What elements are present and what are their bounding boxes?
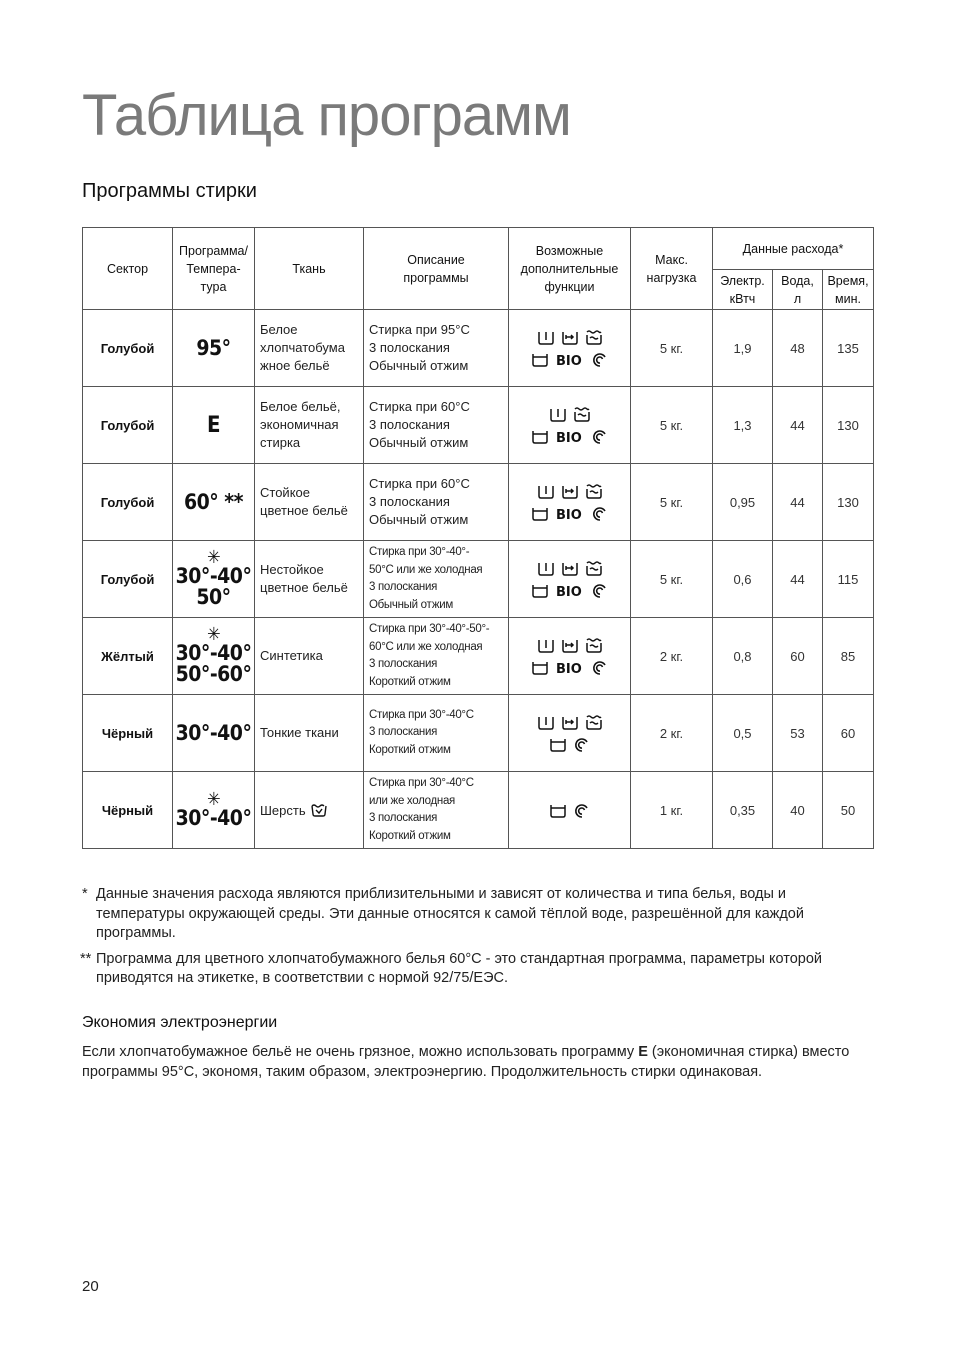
cell-energy: 0,35 xyxy=(713,772,773,849)
table-row xyxy=(83,772,874,849)
function-icon-row xyxy=(532,428,608,445)
function-icon-row xyxy=(550,406,590,423)
cell-time: 60 xyxy=(823,695,874,772)
rinse-plus-icon xyxy=(587,639,601,652)
svg-text:BIO: BIO xyxy=(555,507,582,522)
footnote-mark: ** xyxy=(80,950,92,967)
prewash-icon xyxy=(539,717,553,729)
function-icon-row xyxy=(550,802,590,819)
header-energy: Электр. кВтч xyxy=(713,270,773,310)
cell-description: Стирка при 95°С 3 полоскания Обычный отжим xyxy=(364,310,509,387)
stain-icon xyxy=(563,332,577,344)
page-title: Таблица программ xyxy=(82,83,571,148)
page-number: 20 xyxy=(82,1278,99,1295)
bio-label xyxy=(556,431,582,445)
bio-label xyxy=(556,662,582,676)
cell-max-load: 2 кг. xyxy=(631,695,713,772)
cell-energy: 1,3 xyxy=(713,387,773,464)
prewash-icon xyxy=(539,332,553,344)
delay-start-icon xyxy=(533,431,547,443)
cell-water: 60 xyxy=(773,618,823,695)
cell-description: Стирка при 30°-40°С 3 полоскания Короткий отжим xyxy=(364,695,509,772)
cell-sector: Голубой xyxy=(83,387,173,464)
function-icon-row xyxy=(538,483,602,500)
cell-water: 44 xyxy=(773,541,823,618)
header-description: Описание программы xyxy=(364,228,509,310)
function-icon-row xyxy=(532,351,608,368)
cell-fabric: Белое бельё, экономичная стирка xyxy=(255,387,364,464)
cell-water: 40 xyxy=(773,772,823,849)
cell-functions xyxy=(509,387,631,464)
footnote-mark: * xyxy=(82,886,88,902)
spin-reduce-icon xyxy=(575,805,586,817)
cell-time: 135 xyxy=(823,310,874,387)
table-row xyxy=(83,387,874,464)
cell-temperature: 95° xyxy=(173,310,255,387)
cell-water: 53 xyxy=(773,695,823,772)
stain-icon xyxy=(563,486,577,498)
header-max-load: Макс. нагрузка xyxy=(631,228,713,310)
cell-fabric: Стойкое цветное бельё xyxy=(255,464,364,541)
prewash-icon xyxy=(539,563,553,575)
cell-time: 130 xyxy=(823,464,874,541)
footnote-1 xyxy=(82,885,872,944)
spin-reduce-icon xyxy=(593,585,604,597)
bio-label xyxy=(556,585,582,599)
cell-fabric: Шерсть xyxy=(255,772,364,849)
svg-text:BIO: BIO xyxy=(555,661,582,676)
cell-functions xyxy=(509,310,631,387)
cell-sector: Чёрный xyxy=(83,772,173,849)
header-water: Вода, л xyxy=(773,270,823,310)
cell-functions xyxy=(509,772,631,849)
cell-fabric: Синтетика xyxy=(255,618,364,695)
header-sector: Сектор xyxy=(83,228,173,310)
bio-label xyxy=(556,354,582,368)
stain-icon xyxy=(563,717,577,729)
rinse-plus-icon xyxy=(575,408,589,421)
function-icon-row xyxy=(538,329,602,346)
footnote-text: Данные значения расхода являются приблизительными и зависят от количества и типа белья, воды и температуры окружающей среды. Эти данные относятся к самой тёплой воде, разрешённой для каждой программы. xyxy=(96,886,804,941)
cell-energy: 1,9 xyxy=(713,310,773,387)
cell-fabric: Белое хлопчатобума жное бельё xyxy=(255,310,364,387)
economy-text-part: (экономичная стирка) вместо программы 95°С, экономя, таким образом, электроэнергию. Продолжительность стирки одинаковая. xyxy=(82,1044,850,1080)
economy-heading: Экономия электроэнергии xyxy=(82,1014,278,1031)
cell-water: 44 xyxy=(773,387,823,464)
cell-sector: Голубой xyxy=(83,310,173,387)
footnotes xyxy=(82,885,872,995)
wool-handwash-icon xyxy=(310,801,328,817)
header-fabric: Ткань xyxy=(255,228,364,310)
stain-icon xyxy=(563,640,577,652)
section-title: Программы стирки xyxy=(82,180,257,202)
table-row xyxy=(83,310,874,387)
function-icon-row xyxy=(538,714,602,731)
cell-description: Стирка при 30°-40°С или же холодная 3 полоскания Короткий отжим xyxy=(364,772,509,849)
cell-energy: 0,5 xyxy=(713,695,773,772)
function-icon-row xyxy=(532,582,608,599)
cell-max-load: 5 кг. xyxy=(631,387,713,464)
cell-functions xyxy=(509,541,631,618)
header-functions: Возможные дополнительные функции xyxy=(509,228,631,310)
cold-wash-icon: ✳ xyxy=(206,624,221,645)
function-icon-row xyxy=(550,736,590,753)
prewash-icon xyxy=(539,640,553,652)
cell-sector: Голубой xyxy=(83,464,173,541)
cell-water: 48 xyxy=(773,310,823,387)
svg-text:BIO: BIO xyxy=(555,584,582,599)
cell-time: 85 xyxy=(823,618,874,695)
cell-max-load: 5 кг. xyxy=(631,310,713,387)
economy-text-part: Если хлопчатобумажное бельё не очень грязное, можно использовать программу xyxy=(82,1044,639,1060)
prewash-icon xyxy=(539,486,553,498)
cell-temperature: ✳ 30°-40° xyxy=(173,772,255,849)
table-row xyxy=(83,541,874,618)
delay-start-icon xyxy=(533,662,547,674)
program-table xyxy=(82,227,874,849)
cell-energy: 0,8 xyxy=(713,618,773,695)
function-icon-row xyxy=(538,637,602,654)
cell-description: Стирка при 30°-40°- 50°С или же холодная 3 полоскания Обычный отжим xyxy=(364,541,509,618)
cell-energy: 0,95 xyxy=(713,464,773,541)
cell-fabric: Тонкие ткани xyxy=(255,695,364,772)
table-row xyxy=(83,464,874,541)
function-icon-row xyxy=(532,505,608,522)
cell-temperature: 30°-40° xyxy=(173,695,255,772)
footnote-2 xyxy=(82,950,872,989)
delay-start-icon xyxy=(533,508,547,520)
svg-text:BIO: BIO xyxy=(555,430,582,445)
cell-functions xyxy=(509,464,631,541)
cell-description: Стирка при 60°С 3 полоскания Обычный отжим xyxy=(364,464,509,541)
table-row xyxy=(83,695,874,772)
delay-start-icon xyxy=(551,805,565,817)
cell-functions xyxy=(509,618,631,695)
cell-water: 44 xyxy=(773,464,823,541)
cell-max-load: 2 кг. xyxy=(631,618,713,695)
delay-start-icon xyxy=(533,354,547,366)
cell-fabric: Нестойкое цветное бельё xyxy=(255,541,364,618)
spin-reduce-icon xyxy=(593,508,604,520)
cell-max-load: 5 кг. xyxy=(631,541,713,618)
cold-wash-icon: ✳ xyxy=(206,547,221,568)
cell-time: 115 xyxy=(823,541,874,618)
cell-max-load: 1 кг. xyxy=(631,772,713,849)
header-program: Программа/ Темпера- тура xyxy=(173,228,255,310)
economy-program-e: E xyxy=(638,1044,648,1060)
table-row xyxy=(83,618,874,695)
cell-max-load: 5 кг. xyxy=(631,464,713,541)
cell-temperature: ✳ 30°-40° 50° xyxy=(173,541,255,618)
cell-energy: 0,6 xyxy=(713,541,773,618)
cell-sector: Жёлтый xyxy=(83,618,173,695)
function-icon-row xyxy=(538,560,602,577)
cell-functions xyxy=(509,695,631,772)
bio-label xyxy=(556,508,582,522)
rinse-plus-icon xyxy=(587,331,601,344)
cold-wash-icon: ✳ xyxy=(206,788,221,810)
header-time: Время, мин. xyxy=(823,270,874,310)
economy-text xyxy=(82,1043,872,1082)
cell-sector: Голубой xyxy=(83,541,173,618)
function-icon-row xyxy=(532,659,608,676)
cell-temperature: E xyxy=(173,387,255,464)
svg-text:BIO: BIO xyxy=(555,353,582,368)
cell-temperature: 60° ** xyxy=(173,464,255,541)
delay-start-icon xyxy=(533,585,547,597)
delay-start-icon xyxy=(551,739,565,751)
cell-time: 130 xyxy=(823,387,874,464)
stain-icon xyxy=(563,563,577,575)
cell-sector: Чёрный xyxy=(83,695,173,772)
spin-reduce-icon xyxy=(593,431,604,443)
rinse-plus-icon xyxy=(587,562,601,575)
header-consumption: Данные расхода* xyxy=(713,228,874,270)
rinse-plus-icon xyxy=(587,485,601,498)
spin-reduce-icon xyxy=(593,662,604,674)
cell-time: 50 xyxy=(823,772,874,849)
footnote-text: Программа для цветного хлопчатобумажного белья 60°С - это стандартная программа, параметры которой приводятся на этикетке, в соответствии с нормой 92/75/ЕЭС. xyxy=(96,950,823,986)
prewash-icon xyxy=(551,409,565,421)
cell-description: Стирка при 60°С 3 полоскания Обычный отжим xyxy=(364,387,509,464)
cell-description: Стирка при 30°-40°-50°- 60°С или же холодная 3 полоскания Короткий отжим xyxy=(364,618,509,695)
cell-temperature: ✳ 30°-40° 50°-60° xyxy=(173,618,255,695)
spin-reduce-icon xyxy=(575,739,586,751)
rinse-plus-icon xyxy=(587,716,601,729)
spin-reduce-icon xyxy=(593,354,604,366)
